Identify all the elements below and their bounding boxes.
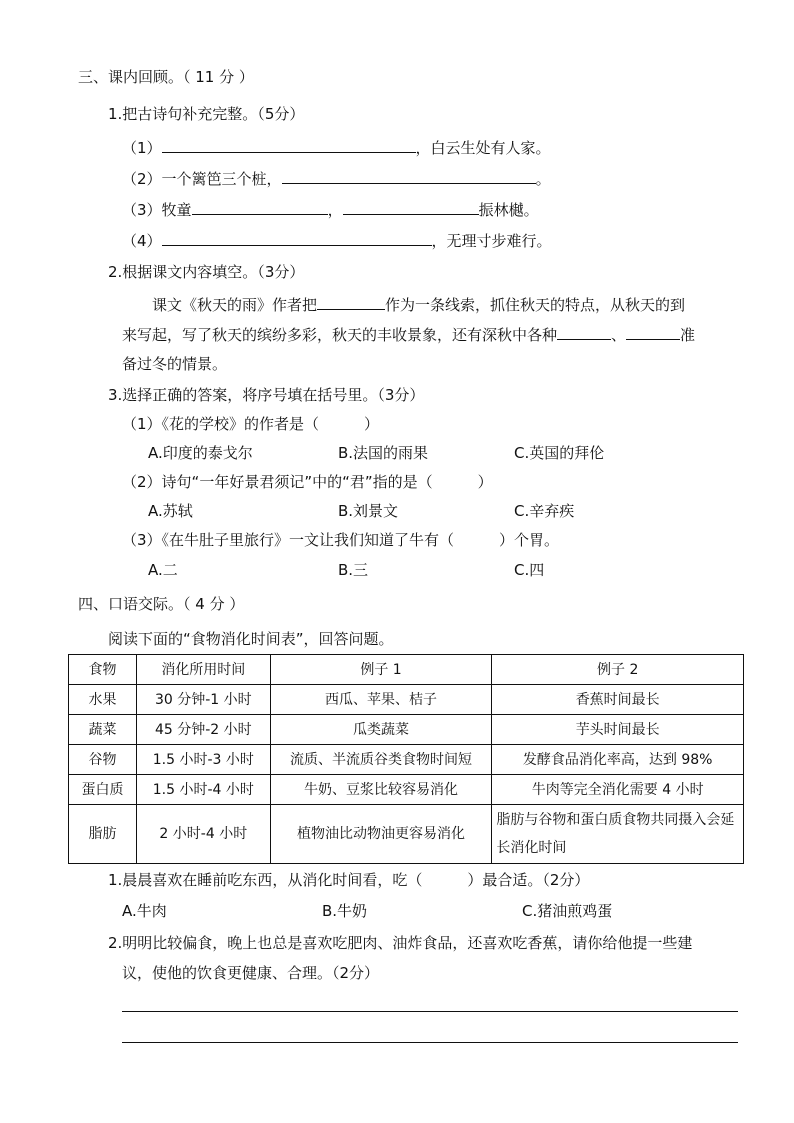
q2-line-3: 备过冬的情景。 [122,355,228,373]
poem-blank-3b[interactable] [343,199,479,215]
q3-2-option-b[interactable]: B.刘景文 [338,502,399,520]
q2-blank-b[interactable] [626,324,680,340]
table-row [69,805,744,864]
poem-item-1-after: ，白云生处有人家。 [415,139,551,157]
digestion-time-table [68,654,744,864]
q3-1-option-b[interactable]: B.法国的雨果 [338,444,429,462]
table-cell: 45 分钟-2 小时 [136,715,270,745]
table-cell: 1.5 小时-4 小时 [136,775,270,805]
poem-item-3-mid: ， [327,201,343,219]
poem-item-4-num: （4） [122,232,162,250]
poem-blank-3a[interactable] [192,199,328,215]
q3-2-option-c[interactable]: C.辛弃疾 [514,502,575,520]
table-cell: 发酵食品消化率高，达到 98% [492,745,744,775]
poem-blank-1[interactable] [162,137,416,153]
table-row [69,775,744,805]
poem-item-2-after: 。 [535,170,551,188]
table-header-example-2: 例子 2 [492,655,744,685]
q2-line-2 [122,324,695,345]
q2-line-1-b: 作为一条线索，抓住秋天的特点，从秋天的到 [385,296,686,314]
q3-1-option-a[interactable]: A.印度的泰戈尔 [148,444,253,462]
answer-line-2[interactable] [122,1042,738,1043]
table-cell: 2 小时-4 小时 [136,805,270,864]
table-cell: 植物油比动物油更容易消化 [270,805,492,864]
table-row [69,685,744,715]
table-cell: 牛肉等完全消化需要 4 小时 [492,775,744,805]
poem-item-4 [122,230,552,251]
poem-item-3-after: 振林樾。 [478,201,539,219]
poem-item-3-num: （3） [122,201,162,219]
q2-prompt: 2.根据课文内容填空。（3分） [108,263,305,281]
poem-item-2-num: （2） [122,170,162,188]
s4-q1-option-b[interactable]: B.牛奶 [322,902,368,920]
q3-3-option-c[interactable]: C.四 [514,561,545,579]
table-header-row [69,655,744,685]
s4-q1-option-c[interactable]: C.猪油煎鸡蛋 [522,902,613,920]
q2-line-2-b: 、 [611,326,627,344]
q2-blank-a[interactable] [557,324,611,340]
table-header-example-1: 例子 1 [270,655,492,685]
q1-prompt: 1.把古诗句补充完整。（5分） [108,105,305,123]
s4-q2-line-1: 2.明明比较偏食，晚上也总是喜欢吃肥肉、油炸食品，还喜欢吃香蕉，请你给他提一些建 [108,934,693,952]
q3-3-option-b[interactable]: B.三 [338,561,369,579]
q2-line-1-a: 课文《秋天的雨》作者把 [152,296,318,314]
table-cell: 谷物 [69,745,137,775]
q3-question-3: （3）《在牛肚子里旅行》一文让我们知道了牛有（ ）个胃。 [122,531,560,549]
poem-blank-4[interactable] [162,230,432,246]
table-cell: 脂肪 [69,805,137,864]
q3-question-1: （1）《花的学校》的作者是（ ） [122,415,380,433]
table-cell: 香蕉时间最长 [492,685,744,715]
q3-3-option-a[interactable]: A.二 [148,561,178,579]
table-header-time: 消化所用时间 [136,655,270,685]
table-cell: 瓜类蔬菜 [270,715,492,745]
table-intro: 阅读下面的“食物消化时间表”，回答问题。 [108,630,394,648]
table-cell: 流质、半流质谷类食物时间短 [270,745,492,775]
table-row [69,745,744,775]
section4-title: 四、口语交际。（ 4 分 ） [78,595,245,613]
s4-q1-question: 1.晨晨喜欢在睡前吃东西，从消化时间看，吃（ ）最合适。（2分） [108,871,590,889]
s4-q1-option-a[interactable]: A.牛肉 [122,902,167,920]
q3-prompt: 3.选择正确的答案，将序号填在括号里。（3分） [108,386,425,404]
table-cell: 蛋白质 [69,775,137,805]
q3-1-option-c[interactable]: C.英国的拜伦 [514,444,605,462]
poem-item-3 [122,199,539,220]
q3-question-2: （2）诗句“一年好景君须记”中的“君”指的是（ ） [122,473,493,491]
table-cell: 牛奶、豆浆比较容易消化 [270,775,492,805]
poem-item-1-num: （1） [122,139,162,157]
q2-blank-clue[interactable] [317,294,385,310]
table-cell: 1.5 小时-3 小时 [136,745,270,775]
q2-line-2-c: 准 [680,326,696,344]
table-cell: 蔬菜 [69,715,137,745]
q2-line-2-a: 来写起，写了秋天的缤纷多彩，秋天的丰收景象，还有深秋中各种 [122,326,558,344]
table-cell: 芋头时间最长 [492,715,744,745]
table-cell: 西瓜、苹果、桔子 [270,685,492,715]
poem-item-2 [122,168,551,189]
poem-item-1 [122,137,551,158]
poem-item-4-after: ，无理寸步难行。 [431,232,552,250]
poem-item-3-before: 牧童 [161,201,192,219]
table-cell: 水果 [69,685,137,715]
table-row [69,715,744,745]
poem-blank-2[interactable] [282,168,536,184]
answer-line-1[interactable] [122,1011,738,1012]
q2-line-1 [152,294,685,315]
q3-2-option-a[interactable]: A.苏轼 [148,502,193,520]
table-header-food: 食物 [69,655,137,685]
poem-item-2-before: 一个篱笆三个桩， [161,170,282,188]
table-cell: 30 分钟-1 小时 [136,685,270,715]
table-cell: 脂肪与谷物和蛋白质食物共同摄入会延长消化时间 [492,805,744,864]
section3-title: 三、课内回顾。（ 11 分 ） [78,68,254,86]
s4-q2-line-2: 议，使他的饮食更健康、合理。（2分） [122,964,380,982]
